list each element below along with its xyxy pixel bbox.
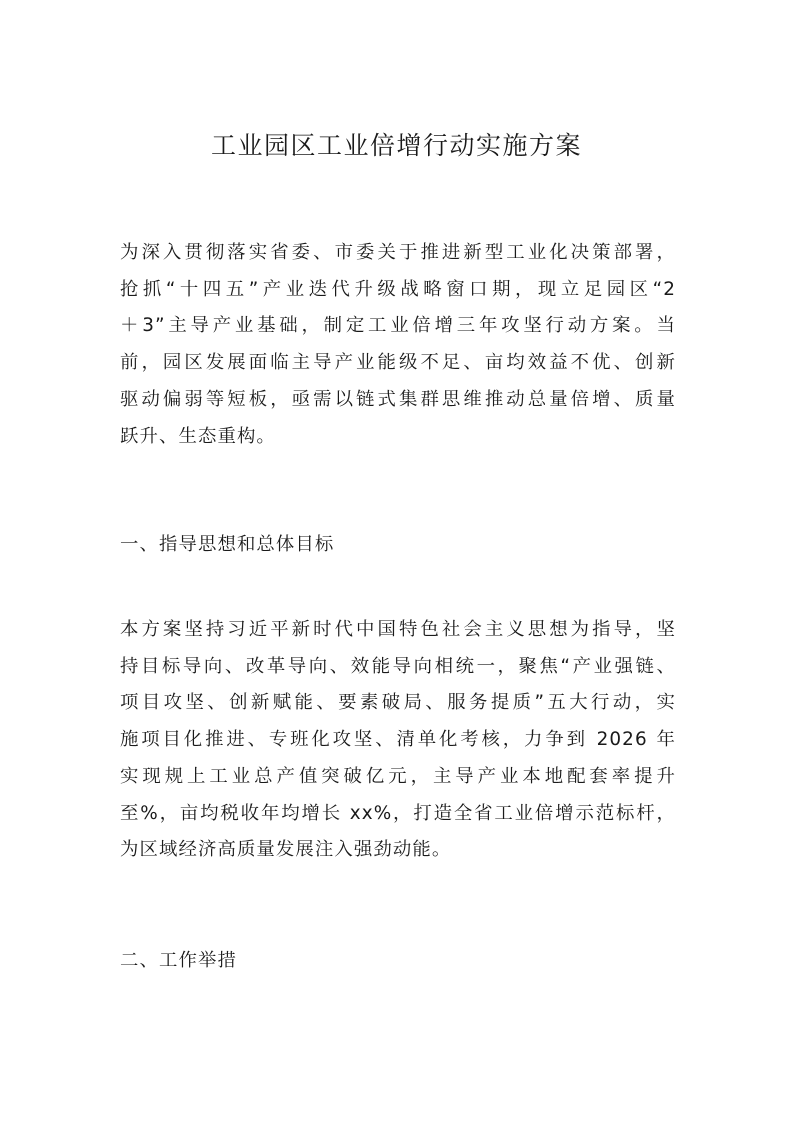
intro-line: 驱动偏弱等短板，亟需以链式集群思维推动总量倍增、质量 — [120, 388, 676, 410]
section1-line: 施项目化推进、专班化攻坚、清单化考核，力争到 2026 年 — [120, 729, 676, 751]
intro-line: 前，园区发展面临主导产业能级不足、亩均效益不优、创新 — [120, 352, 676, 374]
intro-line: ＋3”主导产业基础，制定工业倍增三年攻坚行动方案。当 — [120, 315, 676, 337]
section1-paragraph — [120, 612, 676, 869]
document-title: 工业园区工业倍增行动实施方案 — [210, 131, 582, 160]
section1-line: 本方案坚持习近平新时代中国特色社会主义思想为指导，坚 — [120, 619, 676, 640]
intro-line: 跃升、生态重构。 — [120, 425, 276, 447]
section1-line: 项目攻坚、创新赋能、要素破局、服务提质”五大行动，实 — [120, 692, 676, 714]
intro-paragraph — [120, 235, 676, 455]
section-heading-guiding-ideology: 一、指导思想和总体目标 — [120, 534, 335, 555]
section1-line: 至%，亩均税收年均增长 xx%，打造全省工业倍增示范标杆， — [120, 802, 676, 824]
section1-line: 实现规上工业总产值突破亿元，主导产业本地配套率提升 — [120, 765, 676, 787]
section1-line: 持目标导向、改革导向、效能导向相统一，聚焦“产业强链、 — [120, 655, 676, 677]
intro-line: 抢抓“十四五”产业迭代升级战略窗口期，现立足园区“2 — [120, 278, 676, 300]
section1-line: 为区域经济高质量发展注入强劲动能。 — [120, 839, 452, 861]
intro-line: 为深入贯彻落实省委、市委关于推进新型工业化决策部署， — [120, 242, 676, 263]
section-heading-work-measures: 二、工作举措 — [120, 950, 237, 971]
